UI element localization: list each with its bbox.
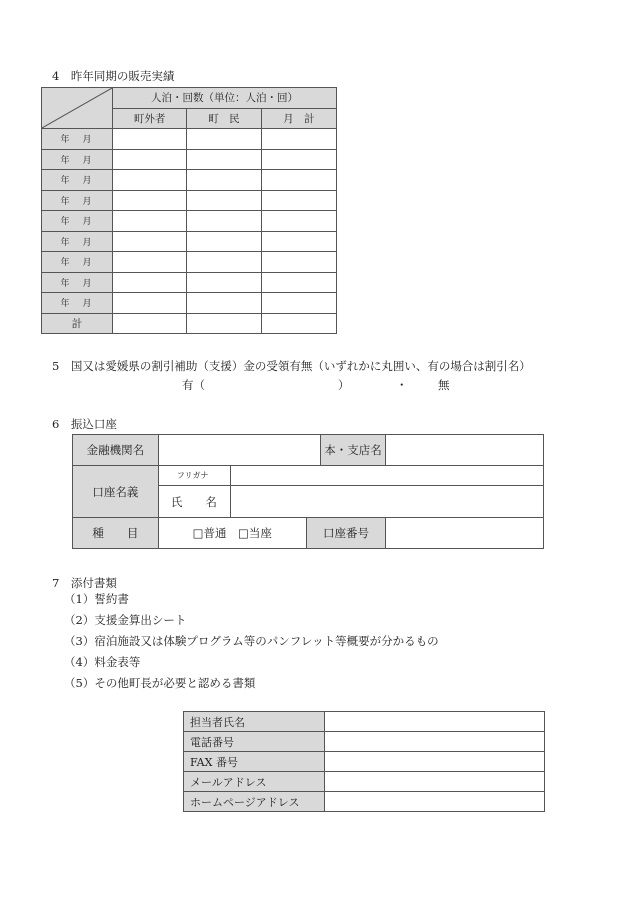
cell[interactable]	[187, 293, 261, 314]
cell[interactable]	[187, 231, 261, 252]
cell[interactable]	[113, 170, 187, 191]
homepage-field[interactable]	[324, 792, 544, 812]
institution-label: 金融機関名	[73, 435, 159, 466]
col-outside: 町外者	[113, 108, 187, 129]
phone-label: 電話番号	[184, 732, 325, 752]
table-row	[184, 712, 545, 732]
separator-dot: ・	[396, 378, 408, 392]
subsidy-yes-open[interactable]: 有（	[182, 378, 205, 392]
list-item: （4）料金表等	[64, 655, 141, 669]
institution-field[interactable]	[158, 435, 320, 466]
cell[interactable]	[261, 231, 336, 252]
homepage-label: ホームページアドレス	[184, 792, 325, 812]
cell[interactable]	[261, 211, 336, 232]
account-name-label: 口座名義	[73, 466, 159, 518]
fax-field[interactable]	[324, 752, 544, 772]
section5-title: 5 国又は愛媛県の割引補助（支援）金の受領有無（いずれかに丸囲い、有の場合は割引名）	[52, 359, 531, 373]
contact-person-label: 担当者氏名	[184, 712, 325, 732]
type-label: 種 目	[73, 518, 159, 549]
fax-label: FAX 番号	[184, 752, 325, 772]
cell[interactable]	[113, 190, 187, 211]
cell[interactable]	[187, 129, 261, 150]
cell[interactable]	[187, 313, 261, 334]
table-row	[42, 211, 337, 232]
section6-title: 6 振込口座	[52, 417, 117, 431]
cell[interactable]	[187, 252, 261, 273]
cell[interactable]	[187, 190, 261, 211]
total-row	[42, 313, 337, 334]
cell[interactable]	[261, 170, 336, 191]
cell[interactable]	[261, 190, 336, 211]
furigana-field[interactable]	[230, 466, 543, 486]
list-item: （5）その他町長が必要と認める書類	[64, 676, 256, 690]
table-row	[42, 170, 337, 191]
type-options[interactable]: □普通 □当座	[158, 518, 306, 549]
list-item: （1）誓約書	[64, 592, 129, 606]
account-number-field[interactable]	[386, 518, 544, 549]
furigana-label: フリガナ	[158, 466, 230, 486]
header-group: 人泊・回数（単位：人泊・回）	[113, 88, 337, 109]
branch-field[interactable]	[386, 435, 544, 466]
table-row	[42, 149, 337, 170]
cell[interactable]	[113, 129, 187, 150]
list-item: （3）宿泊施設又は体験プログラム等のパンフレット等概要が分かるもの	[64, 634, 439, 648]
table-row	[42, 129, 337, 150]
list-item: （2）支援金算出シート	[64, 613, 187, 627]
table-row	[184, 732, 545, 752]
table-row	[42, 293, 337, 314]
cell[interactable]	[113, 149, 187, 170]
cell[interactable]	[261, 313, 336, 334]
row-label: 年 月	[42, 252, 113, 273]
contact-table	[183, 711, 545, 812]
table-row	[184, 792, 545, 812]
col-monthly: 月 計	[261, 108, 336, 129]
row-label: 年 月	[42, 149, 113, 170]
phone-field[interactable]	[324, 732, 544, 752]
attachments-list	[64, 589, 439, 694]
diagonal-corner-cell	[42, 88, 113, 129]
row-label: 年 月	[42, 293, 113, 314]
contact-person-field[interactable]	[324, 712, 544, 732]
name-label: 氏 名	[158, 486, 230, 518]
row-label: 年 月	[42, 170, 113, 191]
row-label: 年 月	[42, 190, 113, 211]
cell[interactable]	[261, 272, 336, 293]
cell[interactable]	[187, 149, 261, 170]
total-label: 計	[42, 313, 113, 334]
table-row	[42, 190, 337, 211]
table-row	[42, 272, 337, 293]
cell[interactable]	[113, 231, 187, 252]
subsidy-no[interactable]: 無	[438, 378, 450, 392]
col-resident: 町 民	[187, 108, 261, 129]
table-row	[184, 772, 545, 792]
cell[interactable]	[113, 313, 187, 334]
cell[interactable]	[261, 129, 336, 150]
table-row	[42, 231, 337, 252]
cell[interactable]	[113, 211, 187, 232]
cell[interactable]	[113, 252, 187, 273]
account-number-label: 口座番号	[306, 518, 386, 549]
email-field[interactable]	[324, 772, 544, 792]
sales-table	[41, 87, 337, 334]
cell[interactable]	[113, 293, 187, 314]
name-field[interactable]	[230, 486, 543, 518]
cell[interactable]	[187, 170, 261, 191]
email-label: メールアドレス	[184, 772, 325, 792]
row-label: 年 月	[42, 129, 113, 150]
cell[interactable]	[187, 272, 261, 293]
section4-title: 4 昨年同期の販売実績	[52, 69, 175, 83]
cell[interactable]	[261, 252, 336, 273]
cell[interactable]	[261, 293, 336, 314]
cell[interactable]	[261, 149, 336, 170]
bank-account-table	[72, 434, 544, 549]
branch-label: 本・支店名	[320, 435, 386, 466]
table-row	[42, 252, 337, 273]
subsidy-yes-close: ）	[338, 378, 350, 392]
section7-title: 7 添付書類	[52, 576, 117, 590]
row-label: 年 月	[42, 231, 113, 252]
diagonal-line	[42, 88, 112, 128]
cell[interactable]	[187, 211, 261, 232]
row-label: 年 月	[42, 211, 113, 232]
table-row	[184, 752, 545, 772]
cell[interactable]	[113, 272, 187, 293]
row-label: 年 月	[42, 272, 113, 293]
